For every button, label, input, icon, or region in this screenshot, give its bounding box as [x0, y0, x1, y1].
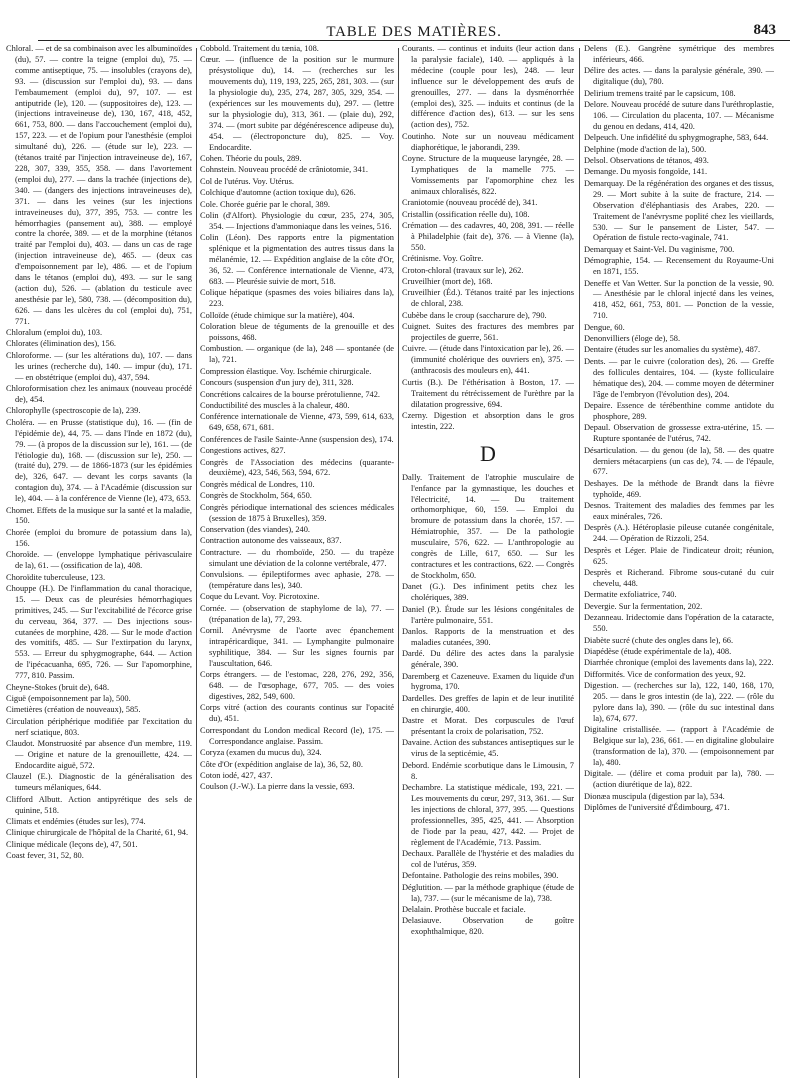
index-entry: Daremberg et Cazeneuve. Examen du liquide d'un hygroma, 170.	[402, 671, 574, 692]
index-entry: Cœur. — (influence de la position sur le murmure présystolique du), 14. — (recherches sur les mouvements du), 119, 193, 225, 265, 281, 303. — (sur la physiologie du), 235, 274, 287, 305, 329, 354. — (expériences sur les mouvements du), 297. — (lettre sur la physiologie du), 313, 361. — (plaie du), 292, 374. — (mort subite par dégénérescence adipeuse du), 454. — (électroponcture du), 825. — Voy. Endocardite.	[200, 55, 394, 152]
index-entry: Dechaux. Parallèle de l'hystérie et des maladies du col de l'utérus, 359.	[402, 849, 574, 869]
index-entry: Convulsions. — épileptiformes avec aphasie, 278. — (température dans les), 340.	[200, 570, 394, 590]
index-entry: Cheyne-Stokes (bruit de), 648.	[6, 682, 110, 692]
index-entry: Diabète sucré (chute des ongles dans le), 66.	[584, 635, 734, 645]
index-entry: Col de l'utérus. Voy. Utérus.	[200, 176, 294, 186]
index-entry: Dezanneau. Iridectomie dans l'opération de la cataracte, 550.	[584, 613, 774, 634]
index-entry: Clauzel (E.). Diagnostic de la généralisation des tumeurs mélaniques, 644.	[6, 772, 192, 793]
index-entry: Dentaire (études sur les anomalies du système), 487.	[584, 345, 761, 355]
index-entry: Conférence internationale de Vienne, 473, 599, 614, 633, 649, 658, 671, 681.	[200, 412, 394, 433]
index-entry: Claudot. Monstruosité par absence d'un membre, 119. — Origine et nature de la grenouillette, 424. — Endocardite aiguë, 572.	[6, 739, 192, 770]
index-entry: Dengue, 60.	[584, 322, 625, 332]
index-entry: Coyne. Structure de la muqueuse laryngée, 28. — Lymphatiques de la mamelle 775. — Vomissements par l'apomorphine chez les animaux chloralisés, 822.	[402, 154, 574, 196]
index-entry: Cuivre. — (étude dans l'intoxication par le), 26. — (immunité cholérique des ouvriers en), 375. — (anthracosis des mouleurs en), 441.	[402, 344, 574, 376]
index-entry: Chouppe (H.). De l'inflammation du canal thoracique, 15. — Deux cas de pleurésies hémorrhagiques primitives, 245. — Sur l'excitabilité de l'écorce grise du cerveau, 364, 377. — Des injections sous-cutanées de morphine, 428. — Sur le mode d'action des vomitifs, 485. — Sur l'extirpation du larynx, 553. — Erreur du sphygmographe, 644. — Action de l'ipécacuanha, 695, 726. — Sur l'apomorphine, 777, 810. Passim.	[6, 583, 192, 681]
index-entry: Dionæa muscipula (digestion par la), 534.	[584, 791, 725, 801]
index-entry: Côte d'Or (expédition anglaise de la), 36, 52, 80.	[200, 759, 363, 769]
index-entry: Coton iodé, 427, 437.	[200, 770, 273, 780]
index-entry: Desprès et Richerand. Fibrome sous-cutané du cuir chevelu, 448.	[584, 568, 774, 588]
index-entry: Dermatite exfoliatrice, 740.	[584, 590, 677, 600]
index-entry: Chlorophylle (spectroscopie de la), 239.	[6, 406, 141, 416]
index-entry: Danlos. Rapports de la menstruation et des maladies cutanées, 390.	[402, 626, 574, 647]
index-entry: Concours (suspension d'un jury de), 311, 328.	[200, 378, 354, 388]
index-entry: Delirium tremens traité par le capsicum, 108.	[584, 88, 736, 98]
index-entry: Davaine. Action des substances antiseptiques sur le virus de la septicémie, 45.	[402, 738, 574, 759]
index-entry: Coryza (examen du mucus du), 324.	[200, 748, 322, 758]
index-entry: Choroïdite tuberculeuse, 123.	[6, 572, 106, 582]
index-entry: Croton-chloral (travaux sur le), 262.	[402, 265, 524, 275]
index-entry: Correspondant du London medical Record (le), 175. — Correspondance anglaise. Passim.	[200, 725, 394, 746]
page-number: 843	[753, 22, 776, 38]
index-entry: Defontaine. Pathologie des reins mobiles, 390.	[402, 871, 559, 881]
page-header	[38, 18, 790, 40]
index-entry: Delore. Nouveau procédé de suture dans l'uréthroplastie, 106. — Circulation du placenta, 107. — Mécanisme du genou en dedans, 414, 420.	[584, 100, 774, 131]
index-entry: Czerny. Digestion et absorption dans le gros intestin, 222.	[402, 410, 574, 431]
header-rule	[38, 40, 790, 41]
index-entry: Demarquay. De la régénération des organes et des tissus, 29. — Mort subite à la suite de fracture, 214. — Observation d'éléphantiasis des Arabes, 220. — Traitement de l'anévrysme poplité chez les vieillards, 530. — Sur le pansement de Lister, 547. — Opération de fistule recto-vaginale, 741.	[584, 178, 774, 243]
index-entry: Coque du Levant. Voy. Picrotoxine.	[200, 592, 320, 602]
index-entry: Desprès (A.). Hétéroplasie pileuse cutanée congénitale, 244. — Opération de Rizzoli, 254.	[584, 523, 774, 544]
index-entry: Cubèbe dans le croup (saccharure de), 790.	[402, 310, 547, 320]
index-entry: Congrès périodique international des sciences médicales (session de 1875 à Bruxelles), 359.	[200, 502, 394, 523]
index-entry: Colin (Léon). Des rapports entre la pigmentation splénique et la pigmentation des autres tissus dans la mélanémie, 12. — Expédition anglaise de la côte d'Or, 36, 52. — Conférence internationale de Vienne, 473, 683. — Pleurésie suivie de mort, 518.	[200, 233, 394, 287]
index-entry: Chloral. — et de sa combinaison avec les albuminoïdes (du), 57. — contre la teigne (emploi du), 75. — comme antiseptique, 75. — insolubles (crayons de), 93. — (discussion sur l'emploi du), 93. — dans l'embaumement (emploi du), 97, 107. — est antiputride (le), 120. — (suppositoires de), 123. — (injections intraveineuse de), 130, 167, 418, 452, 661, 753, 800. — dans l'accouchement (emploi du), 157, 223. — et de l'opium pour l'anesthésie (emploi simultané du), 226. — (étude sur le), 223. — (tétanos traité par l'injection intraveineuse de), 167, 228, 307, 339, 355, 358. — dans l'avortement (emploi du), 277. — dans la trachée (injections de), 340. — (dangers des injections intraveineuses de), 371. — dans les veines (sur les injections intraveineuses du), 377, 395, 753. — contre les hémorrhagies (pansement au), 388. — employé contre la chorée, 389. — et de la morphine (tétanos traité par l'emploi du), 403. — dans un cas de rage (injection intraveineuse de), 465. — (deux cas d'empoisonnement par le), 486. — et de l'opium dans le tétanos (emploi du), 493. — sur le sang (action du), 526. — (ablation du testicule avec anesthésie par le), 580, 738. — (décomposition du), 626. — dans les ulcères du col (emploi du), 751, 771.	[6, 44, 192, 326]
index-entry: Contraction autonome des vaisseaux, 837.	[200, 536, 342, 546]
index-entry: Chlorates (élimination des), 156.	[6, 339, 117, 349]
index-column-2	[200, 44, 394, 1084]
index-column-4	[584, 44, 774, 1084]
index-entry: Depaul. Observation de grossesse extra-utérine, 15. — Rupture spontanée de l'utérus, 742.	[584, 423, 774, 444]
index-entry: Cornée. — (observation de staphylome de la), 77. — (trépanation de la), 77, 293.	[200, 603, 394, 624]
index-entry: Digitaline cristallisée. — (rapport à l'Académie de Belgique sur la), 236, 661. — en digitaline globulaire (transformation de la), 370. — (empoisonnement par la), 480.	[584, 725, 774, 767]
index-entry: Congrès médical de Londres, 110.	[200, 479, 315, 489]
index-entry: Contracture. — du rhomboïde, 250. — du trapèze simulant une déviation de la colonne vertébrale, 477.	[200, 547, 394, 568]
index-entry: Deshayes. De la méthode de Brandt dans la fièvre typhoïde, 469.	[584, 478, 774, 499]
index-entry: Colloïde (étude chimique sur la matière), 404.	[200, 310, 355, 320]
index-entry: Cuignet. Suites des fractures des membres par projectiles de guerre, 561.	[402, 322, 574, 343]
index-entry: Climats et endémies (études sur les), 774.	[6, 816, 146, 826]
index-entry: Déglutition. — par la méthode graphique (étude de la), 737. — (sur le mécanisme de la), 738.	[402, 882, 574, 903]
index-entry: Digitale. — (délire et coma produit par la), 780. — (action diurétique de la), 822.	[584, 769, 774, 790]
index-entry: Dally. Traitement de l'atrophie musculaire de l'enfance par la gymnastique, les douches et l'électricité, 14. — Du traitement orthomorphique, 60, 159. — Emploi du bromure de potassium dans la chorée, 157. — Hémiatrophie, 357. — De la pathologie musculaire, 576, 622. — L'anthropologie au congrès de Lille, 617, 650. — Sur les contractures et les contractions, 622. — Congrès de Stockholm, 650.	[402, 472, 574, 580]
index-entry: Délire des actes. — dans la paralysie générale, 390. — digitalique (du), 780.	[584, 66, 774, 87]
index-entry: Delsol. Observations de tétanos, 493.	[584, 156, 709, 166]
index-entry: Danet (G.). Des infiniment petits chez les cholériques, 389.	[402, 582, 574, 603]
index-entry: Dechambre. La statistique médicale, 193, 221. — Les mouvements du cœur, 297, 313, 361. — Sur les injections de chloral, 377, 395. — Questions professionnelles, 395, 425, 441. — Absorption de l'iode par la peau, 427, 442. — Projet de règlement de l'Académie, 713. Passim.	[402, 783, 574, 847]
index-entry: Chloralum (emploi du), 103.	[6, 328, 103, 338]
index-entry: Denonvilliers (éloge de), 58.	[584, 334, 681, 344]
index-entry: Congrès de l'Association des médecins (quarante-deuxième), 423, 546, 563, 594, 672.	[200, 457, 394, 478]
index-entry: Dardelles. Des greffes de lapin et de leur inutilité en chirurgie, 400.	[402, 693, 574, 714]
index-entry: Difformités. Vice de conformation des yeux, 92.	[584, 669, 746, 679]
index-entry: Cimetières (création de nouveaux), 585.	[6, 705, 141, 715]
index-entry: Delalain. Prothèse buccale et faciale.	[402, 905, 526, 915]
index-entry: Dents. — par le cuivre (coloration des), 26. — Greffe des follicules dentaires, 104. — (kyste folliculaire hématique des), 204. — comme moyen de déterminer l'âge de l'embryon (l'évolution des), 204.	[584, 356, 774, 399]
index-entry: Debord. Endémie scorbutique dans le Limousin, 7 8.	[402, 760, 574, 781]
index-entry: Daniel (P.). Étude sur les lésions congénitales de l'artère pulmonaire, 551.	[402, 604, 574, 625]
index-columns	[0, 44, 800, 1084]
index-entry: Congestions actives, 827.	[200, 446, 286, 456]
index-entry: Devergie. Sur la fermentation, 202.	[584, 601, 703, 611]
index-entry: Colin (d'Alfort). Physiologie du cœur, 235, 274, 305, 354. — Injections d'ammoniaque dans les veines, 516.	[200, 211, 394, 231]
index-entry: Congrès de Stockholm, 564, 650.	[200, 491, 312, 501]
index-entry: Crétinisme. Voy. Goître.	[402, 254, 484, 264]
index-entry: Curtis (B.). De l'éthérisation à Boston, 17. — Traitement du rétrécissement de l'urèthre par la dilatation progressive, 694.	[402, 377, 574, 409]
index-column-1	[6, 44, 192, 1084]
index-entry: Desprès et Léger. Plaie de l'indicateur droit; réunion, 625.	[584, 545, 774, 566]
index-entry: Delens (E.). Gangrène symétrique des membres inférieurs, 466.	[584, 44, 774, 64]
index-entry: Clinique médicale (leçons de), 47, 501.	[6, 839, 138, 849]
index-entry: Demarquay et Saint-Vel. Du vaginisme, 700.	[584, 244, 735, 254]
index-entry: Combustion. — organique (de la), 248 — spontanée (de la), 721.	[200, 344, 394, 365]
index-entry: Chomet. Effets de la musique sur la santé et la maladie, 150.	[6, 505, 192, 526]
section-letter: D	[480, 440, 496, 466]
index-entry: Circulation périphérique modifiée par l'excitation du nerf sciatique, 803.	[6, 716, 192, 737]
index-entry: Deneffe et Van Wetter. Sur la ponction de la vessie, 90. — Anesthésie par le chloral injecté dans les veines, 418, 452, 661, 753, 801. — Ponction de la vessie, 710.	[584, 278, 774, 321]
page-title: TABLE DES MATIÈRES.	[326, 24, 502, 40]
index-entry: Coulson (J.-W.). La pierre dans la vessie, 693.	[200, 782, 355, 792]
index-entry: Compression élastique. Voy. Ischémie chirurgicale.	[200, 366, 372, 376]
index-entry: Delphine (mode d'action de la), 500.	[584, 144, 707, 154]
index-entry: Crémation — des cadavres, 40, 208, 391. — réelle à Philadelphie (fait de), 376. — à Vienne (la), 550.	[402, 221, 574, 252]
index-entry: Courants. — continus et induits (leur action dans la paralysie faciale), 140. — appliqués à la médecine (couple pour les), 248. — leur influence sur le développement des œufs de grenouilles, 277. — dans la dysménorrhée (emploi des), 325. — induits et continus (de la différence d'action des), 613. — sur les sens (action des), 752.	[402, 44, 574, 130]
index-entry: Conservation (des viandes), 240.	[200, 524, 311, 534]
index-entry: Coutinho. Note sur un nouveau médicament diaphorétique, le jaborandi, 239.	[402, 131, 574, 152]
index-entry: Diapédèse (étude expérimentale de la), 408.	[584, 646, 732, 656]
index-entry: Delpeuch. Une infidélité du sphygmographe, 583, 644.	[584, 133, 769, 143]
index-entry: Cornil. Anévrysme de l'aorte avec épanchement intrapéricardique, 341. — Lymphangite pulmonaire syphilitique, 384. — Sur les signes fournis par l'auscultation, 646.	[200, 626, 394, 668]
column-divider	[579, 48, 580, 1078]
index-column-3	[402, 44, 574, 1084]
index-entry: Clinique chirurgicale de l'hôpital de la Charité, 61, 94.	[6, 828, 189, 838]
index-entry: Digestion. — (recherches sur la), 122, 140, 168, 170, 205. — dans le gros intestin (de la), 222. — (rôle du pylore dans la), 390. — (rôle du suc intestinal dans la), 674, 677.	[584, 681, 774, 723]
index-entry: Coast fever, 31, 52, 80.	[6, 851, 84, 861]
index-entry: Ciguë (empoisonnement par la), 500.	[6, 693, 131, 703]
index-entry: Depaire. Essence de térébenthine comme antidote du phosphore, 289.	[584, 401, 774, 421]
index-entry: Cruveilhier (mort de), 168.	[402, 277, 493, 287]
index-entry: Dastre et Morat. Des corpuscules de l'œuf présentant la croix de polarisation, 752.	[402, 716, 574, 737]
index-entry: Colchique d'automne (action toxique du), 626.	[200, 188, 356, 198]
index-entry: Clifford Albutt. Action antipyrétique des sels de quinine, 518.	[6, 794, 192, 815]
index-entry: Conférences de l'asile Sainte-Anne (suspension des), 174.	[200, 434, 394, 444]
index-entry: Corps vitré (action des courants continus sur l'opacité du), 451.	[200, 703, 394, 724]
index-entry: Diarrhée chronique (emploi des lavements dans la), 222.	[584, 658, 774, 668]
index-entry: Cohnstein. Nouveau procédé de crâniotomie, 341.	[200, 165, 368, 175]
index-entry: Chloroforme. — (sur les altérations du), 107. — dans les urines (recherche du), 140. — impur (du), 171. — en obstétrique (emploi du), 437, 594.	[6, 350, 192, 382]
index-entry: Cobbold. Traitement du tænia, 108.	[200, 44, 319, 53]
index-entry: Corps étrangers. — de l'estomac, 228, 276, 292, 356, 648. — de l'œsophage, 677, 705. — des voies digestives, 282, 549, 600.	[200, 670, 394, 702]
index-entry: Concrétions calcaires de la bourse prérotulienne, 742.	[200, 389, 380, 399]
index-entry: Choroïde. — (enveloppe lymphatique périvasculaire de la), 61. — (ossification de la), 408.	[6, 550, 192, 571]
index-entry: Cole. Chorée guérie par le choral, 389.	[200, 199, 330, 209]
index-entry: Choléra. — en Prusse (statistique du), 16. — (fin de l'épidémie de), 44, 75. — dans l'Inde en 1872 (du), 79. — (à propos de la discussion sur le), 161. — (de l'étiologie du), 168. — (discussion sur le), 250. — (traité du), 279. — de 1866-1873 (sur les épidémies de), 326, 647. — devant les corps savants (la contagion du), 374. — à l'Académie (discussion sur le), 404. — à la conférence de Vienne (le), 473, 653.	[6, 417, 192, 504]
index-entry: Desnos. Traitement des maladies des femmes par les eaux minérales, 726.	[584, 501, 774, 522]
index-entry: Delasiauve. Observation de goître exophthalmique, 820.	[402, 916, 574, 937]
index-entry: Coloration bleue de téguments de la grenouille et des poissons, 468.	[200, 322, 394, 343]
index-entry: Désarticulation. — du genou (de la), 58. — des quatre derniers métacarpiens (un cas de), 74. — de l'épaule, 677.	[584, 445, 774, 477]
index-entry: Chloroformisation chez les animaux (nouveau procédé de), 454.	[6, 384, 192, 404]
index-entry: Conductibilité des muscles à la chaleur, 480.	[200, 401, 350, 410]
index-entry: Craniotomie (nouveau procédé de), 341.	[402, 198, 538, 208]
index-entry: Démographie, 154. — Recensement du Royaume-Uni en 1871, 155.	[584, 256, 774, 277]
index-entry: Demange. Du myosis fongoïde, 141.	[584, 167, 708, 177]
index-entry: Cohen. Théorie du pouls, 289.	[200, 154, 302, 164]
index-entry: Colique hépatique (spasmes des voies biliaires dans la), 223.	[200, 288, 394, 309]
index-entry: Cruveilhier (Éd.). Tétanos traité par les injections de chloral, 238.	[402, 288, 574, 309]
column-divider	[196, 48, 197, 1078]
column-divider	[398, 48, 399, 1078]
index-entry: Dardé. Du délire des actes dans la paralysie générale, 390.	[402, 649, 574, 670]
index-entry: Diplômes de l'université d'Édimbourg, 471.	[584, 803, 730, 813]
index-entry: Chorée (emploi du bromure de potassium dans la), 156.	[6, 527, 192, 548]
index-entry: Cristallin (ossification réelle du), 108.	[402, 209, 530, 219]
